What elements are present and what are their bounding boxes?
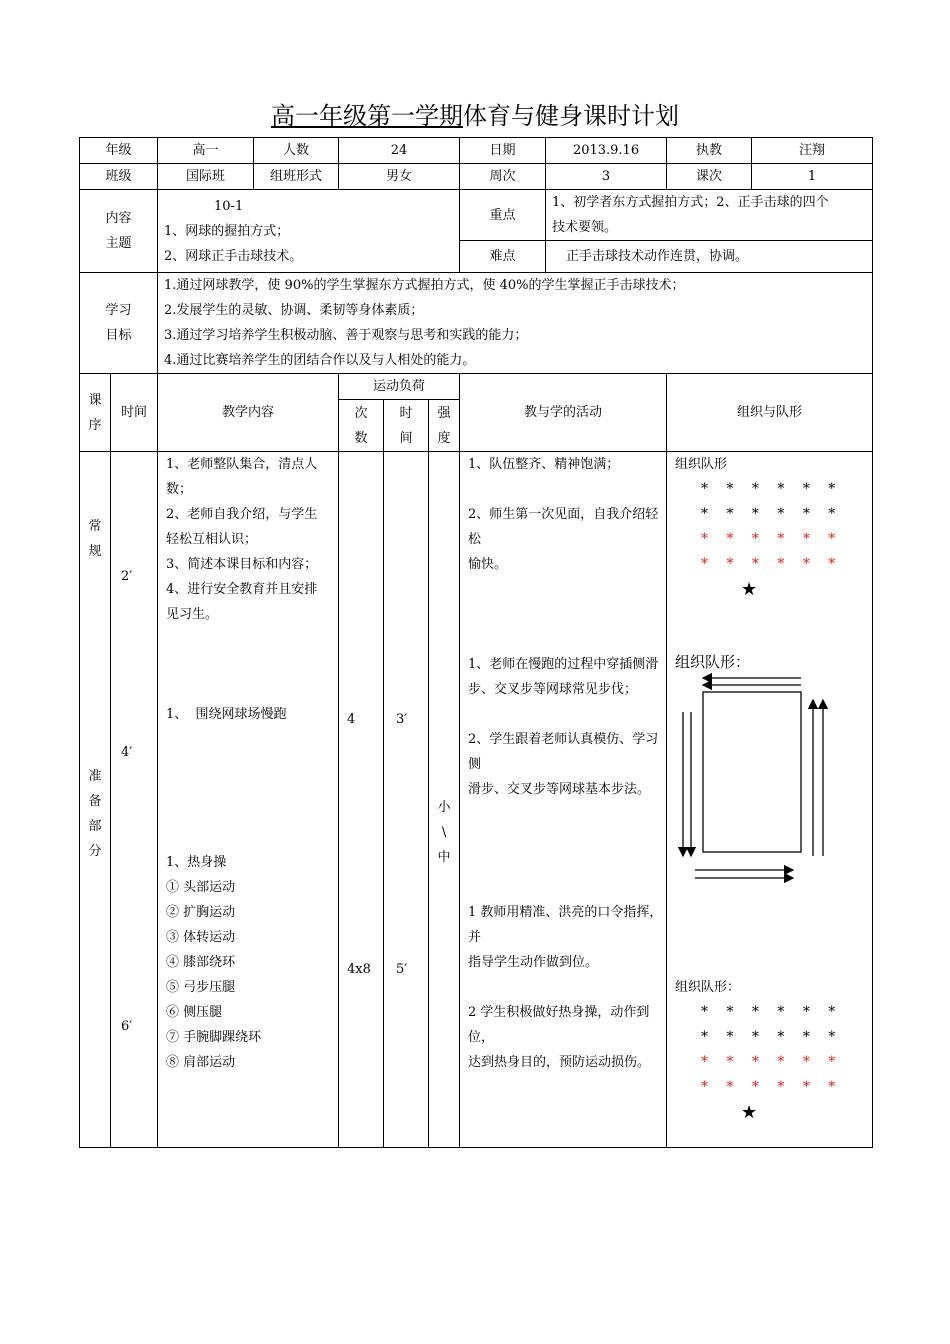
lesson-value: 1 xyxy=(752,164,873,190)
content-label: 内容 主题 xyxy=(80,190,158,273)
activities-column xyxy=(460,452,667,1148)
header-order: 课 序 xyxy=(80,374,111,452)
load-duration-column xyxy=(384,452,429,1148)
star-row: * * * * * * xyxy=(701,1054,843,1070)
goals-label: 学习 目标 xyxy=(80,273,158,374)
header-duration: 时 间 xyxy=(384,400,429,452)
form-value: 男女 xyxy=(339,164,460,190)
jog-activity: 1、老师在慢跑的过程中穿插侧滑 步、交叉步等网球常见步伐； 2、学生跟着老师认真模仿、学习侧 滑步、交叉步等网球基本步法。 xyxy=(468,657,659,797)
count-value: 24 xyxy=(339,138,460,164)
section-prep: 准 备 部 分 xyxy=(88,769,102,859)
content-topics xyxy=(158,190,460,273)
grade-label: 年级 xyxy=(80,138,158,164)
court-rectangle xyxy=(703,692,801,852)
form-label: 组班形式 xyxy=(254,164,339,190)
title-rest-part: 体育与健身课时计划 xyxy=(463,102,679,130)
formation-bottom xyxy=(701,1000,842,1125)
difficulty-label: 难点 xyxy=(460,241,546,273)
jog-duration: 3′ xyxy=(396,712,408,727)
week-value: 3 xyxy=(546,164,667,190)
routine-content: 1、老师整队集合，清点人 数； 2、老师自我介绍，与学生 轻松互相认识； 3、简述本课目标和内容； 4、进行安全教育并且安排 见习生。 xyxy=(166,457,318,622)
time-value: 2′ xyxy=(121,569,133,584)
star-row: * * * * * * xyxy=(701,556,843,572)
routine-activity: 1、队伍整齐、精神饱满； 2、师生第一次见面，自我介绍轻松 愉快。 xyxy=(468,457,659,572)
content-item: 2、网球正手击球技术。 xyxy=(164,248,303,264)
org-label: 组织队形： xyxy=(675,980,741,995)
organization-column xyxy=(667,452,873,1148)
count-label: 人数 xyxy=(254,138,339,164)
jog-route-diagram xyxy=(675,668,835,888)
load-intensity-column xyxy=(429,452,460,1148)
time-column xyxy=(111,452,158,1148)
content-item: 1、网球的握拍方式； xyxy=(164,223,290,239)
teaching-content xyxy=(158,452,339,1148)
org-label: 组织队形 xyxy=(675,457,728,472)
content-code: 10-1 xyxy=(214,198,244,214)
time-value: 4′ xyxy=(121,745,133,760)
week-label: 周次 xyxy=(460,164,546,190)
goal-item: 2.发展学生的灵敏、协调、柔韧等身体素质； xyxy=(164,303,424,318)
goals-list xyxy=(158,273,873,374)
date-value: 2013.9.16 xyxy=(546,138,667,164)
section-routine: 常 规 xyxy=(88,519,102,559)
warmup-duration: 5′ xyxy=(396,962,408,977)
header-activity: 教与学的活动 xyxy=(460,374,667,452)
load-times-column xyxy=(339,452,384,1148)
class-value: 国际班 xyxy=(158,164,254,190)
intensity-value: 小 \ 中 xyxy=(437,800,451,865)
teacher-label: 执教 xyxy=(667,138,752,164)
warmup-content: 1、热身操 ① 头部运动 ② 扩胸运动 ③ 体转运动 ④ 膝部绕环 ⑤ 弓步压腿 ⑥ 侧压腿 ⑦ 手腕脚踝绕环 ⑧ 肩部运动 xyxy=(166,855,262,1070)
star-row: * * * * * * xyxy=(701,481,843,497)
jog-times: 4 xyxy=(347,712,356,727)
key-label: 重点 xyxy=(460,190,546,241)
lesson-plan-table xyxy=(79,137,873,1148)
lesson-label: 课次 xyxy=(667,164,752,190)
header-intensity: 强 度 xyxy=(429,400,460,452)
jog-content: 1、 围绕网球场慢跑 xyxy=(166,707,287,722)
goal-item: 1.通过网球教学，使 90%的学生掌握东方式握拍方式，使 40%的学生掌握正手击球技术； xyxy=(164,278,685,293)
header-content: 教学内容 xyxy=(158,374,339,452)
teacher-star-icon: ★ xyxy=(741,1102,758,1123)
star-row: * * * * * * xyxy=(701,506,843,522)
star-row: * * * * * * xyxy=(701,1004,843,1020)
grade-value: 高一 xyxy=(158,138,254,164)
section-column xyxy=(80,452,111,1148)
teacher-star-icon: ★ xyxy=(741,579,758,600)
teacher-value: 汪翔 xyxy=(752,138,873,164)
key-points: 1、初学者东方式握拍方式；2、正手击球的四个 技术要领。 xyxy=(546,190,873,241)
time-value: 6′ xyxy=(121,1019,133,1034)
org-label: 组织队形： xyxy=(675,653,751,671)
page-title xyxy=(0,96,950,131)
goal-item: 3.通过学习培养学生积极动脑、善于观察与思考和实践的能力； xyxy=(164,328,528,343)
date-label: 日期 xyxy=(460,138,546,164)
formation-top xyxy=(701,477,842,602)
title-underlined-part: 高一年级第一学期 xyxy=(271,102,463,130)
goal-item: 4.通过比赛培养学生的团结合作以及与人相处的能力。 xyxy=(164,353,476,368)
header-load: 运动负荷 xyxy=(339,374,460,400)
star-row: * * * * * * xyxy=(701,1079,843,1095)
header-time: 时间 xyxy=(111,374,158,452)
star-row: * * * * * * xyxy=(701,531,843,547)
header-times: 次 数 xyxy=(339,400,384,452)
header-org: 组织与队形 xyxy=(667,374,873,452)
warmup-times: 4x8 xyxy=(347,962,371,977)
class-label: 班级 xyxy=(80,164,158,190)
warmup-activity: 1 教师用精准、洪亮的口令指挥，并 指导学生动作做到位。 2 学生积极做好热身操，动作到位， 达到热身目的，预防运动损伤。 xyxy=(468,905,663,1070)
star-row: * * * * * * xyxy=(701,1029,843,1045)
difficulty-text: 正手击球技术动作连贯，协调。 xyxy=(546,241,873,273)
